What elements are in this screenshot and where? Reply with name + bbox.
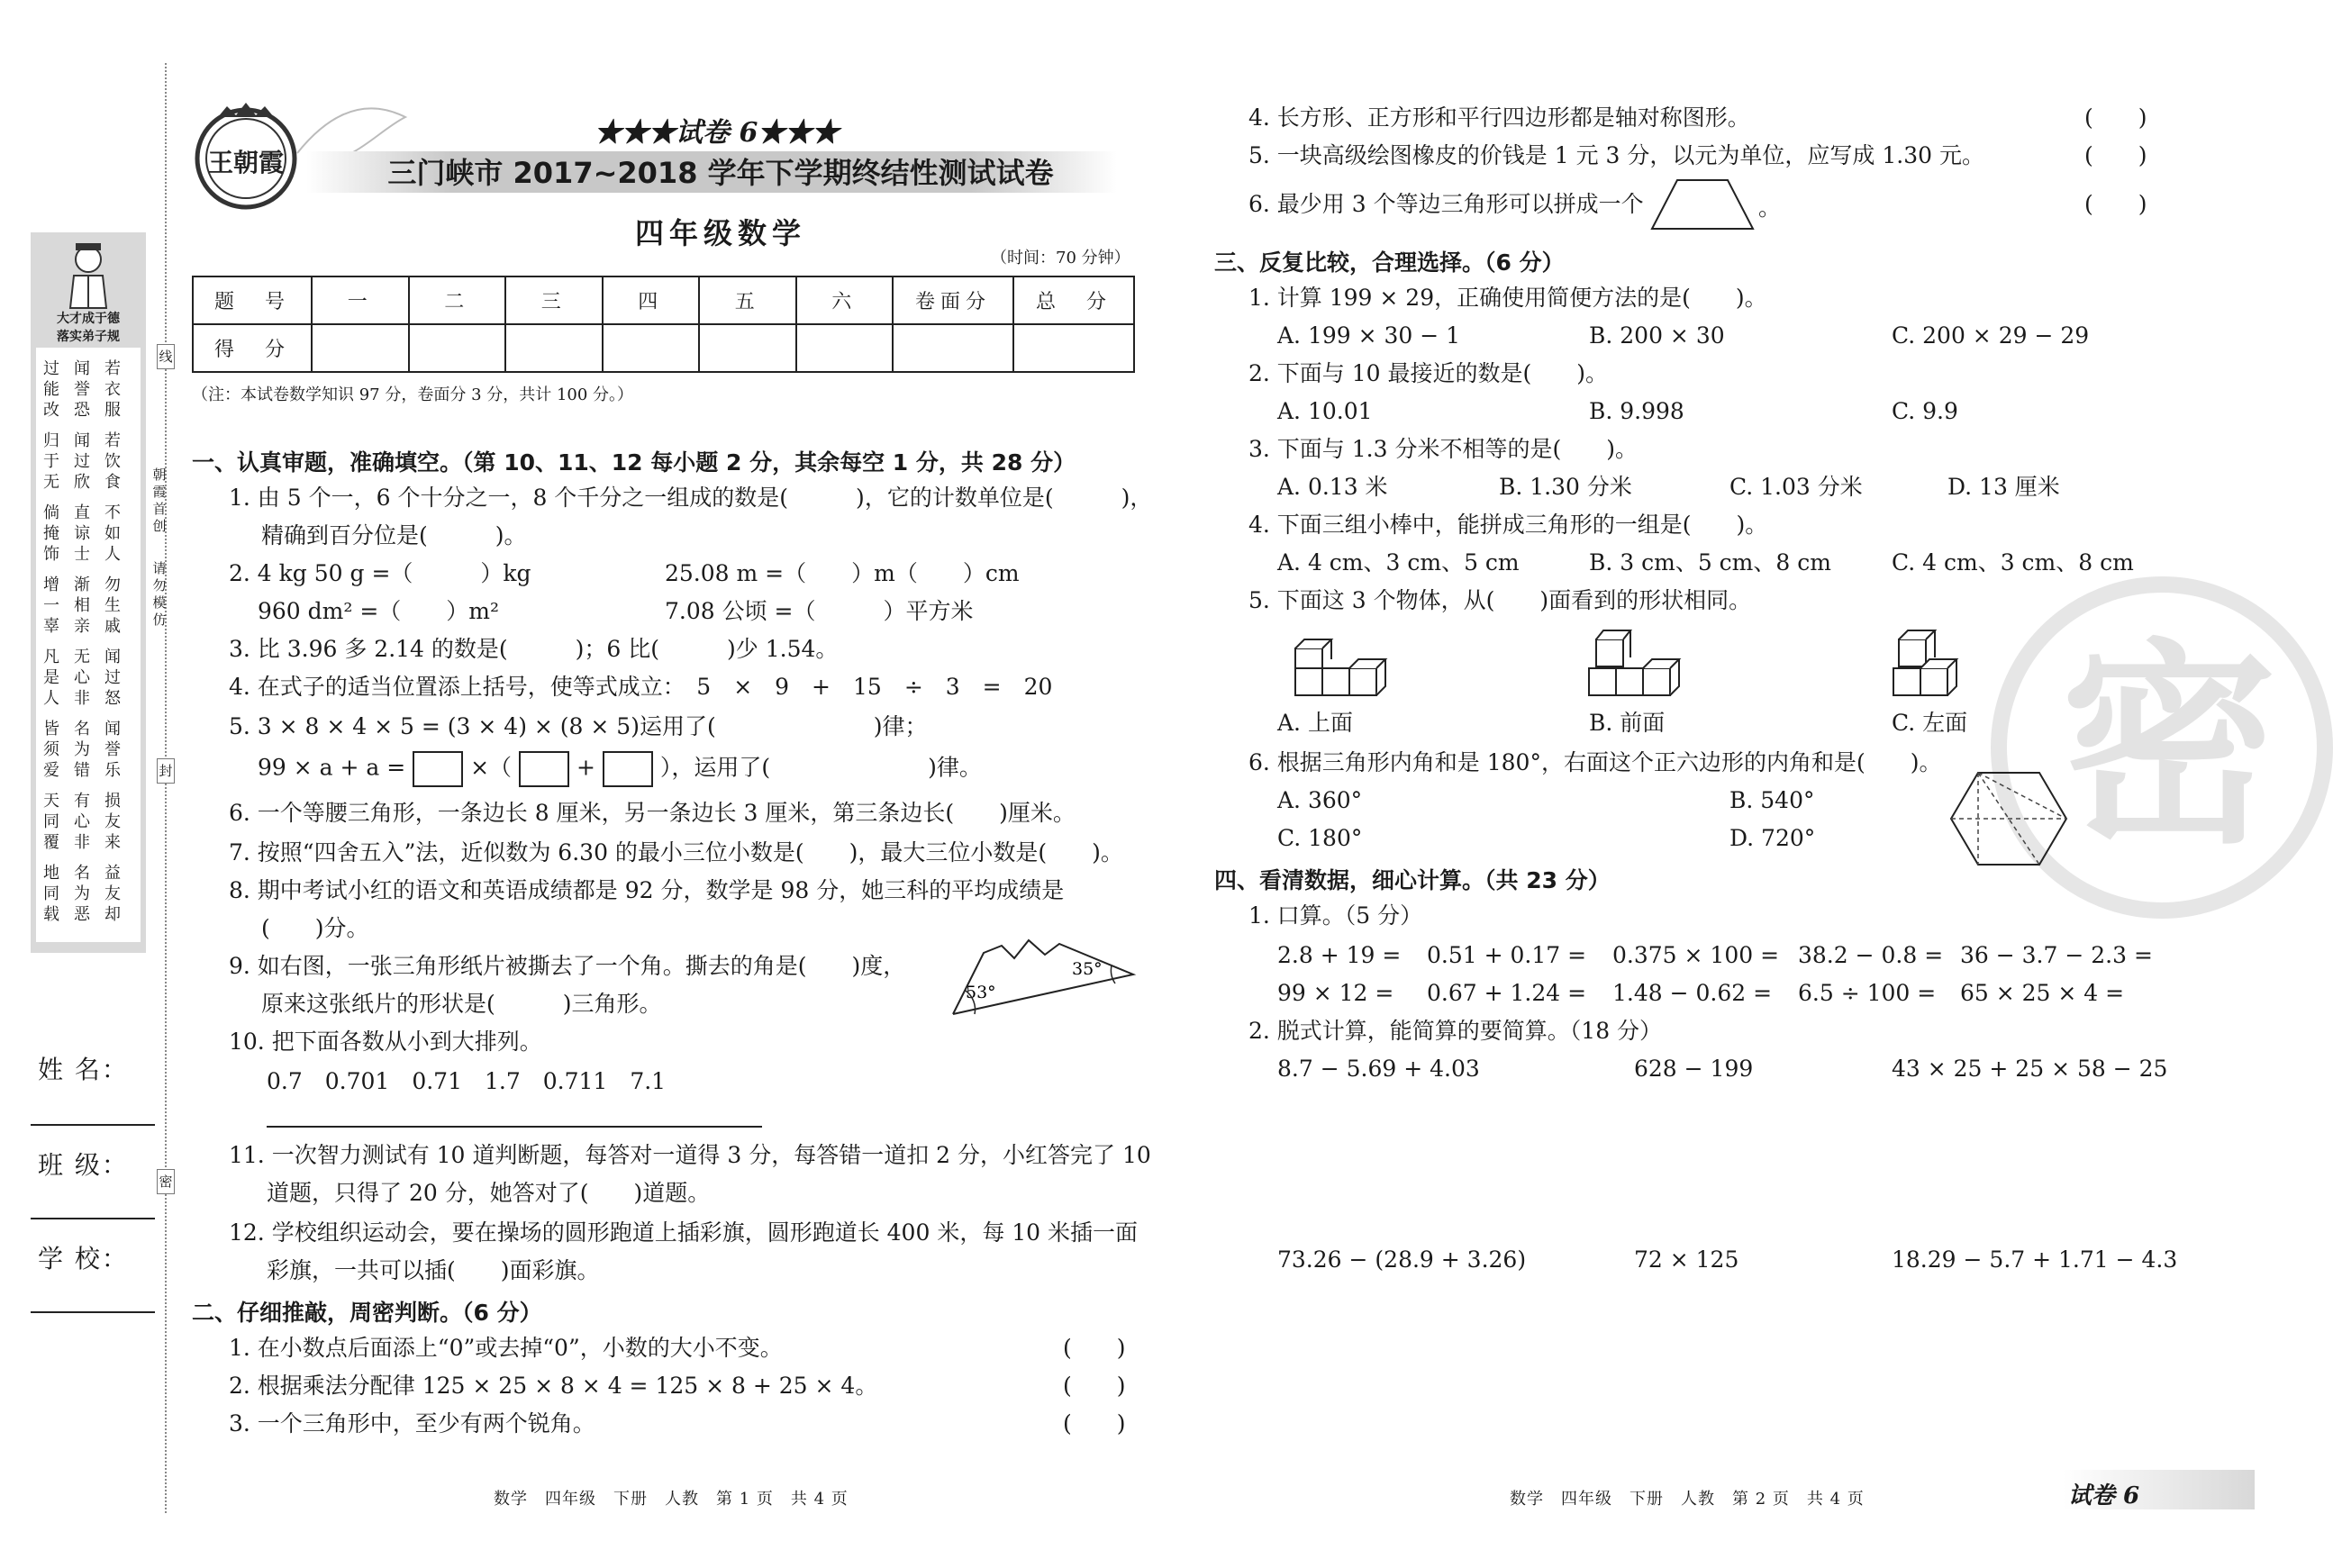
trapezoid-figure [1648, 177, 1757, 232]
choice-q6: 6. 根据三角形内角和是 180°，右面这个正六边形的内角和是( )。 [1248, 749, 1942, 775]
choice-q4: 4. 下面三组小棒中，能拼成三角形的一组是( )。 [1248, 512, 1768, 538]
score-row-label: 得 分 [193, 324, 312, 372]
section3-title: 三、反复比较，合理选择。（6 分） [1214, 249, 1565, 276]
score-cell[interactable] [893, 324, 1013, 372]
q5-a: 5. 3 × 8 × 4 × 5 = (3 × 4) × (8 × 5)运用了( )律； [229, 713, 928, 739]
oral-calc-2-5[interactable]: 65 × 25 × 4 = [1960, 980, 2125, 1006]
q5-answer-box-3[interactable] [603, 751, 653, 787]
section4-title: 四、看清数据，细心计算。（共 23 分） [1214, 867, 1611, 893]
judge-paren-3[interactable]: ( ) [1063, 1410, 1126, 1437]
choice-q2-option-a[interactable]: A. 10.01 [1277, 398, 1373, 424]
motto-column: 名 为 恶 [74, 864, 90, 924]
motto-column: 地 同 载 [43, 864, 59, 924]
q2-a: 2. 4 kg 50 g =（ ）kg [229, 560, 531, 586]
oral-calc-2-4[interactable]: 6.5 ÷ 100 = [1798, 980, 1937, 1006]
choice-q5: 5. 下面这 3 个物体，从( )面看到的形状相同。 [1248, 587, 1752, 613]
choice-q3-option-c[interactable]: C. 1.03 分米 [1729, 474, 1863, 500]
q11-b: 道题，只得了 20 分，她答对了( )道题。 [267, 1180, 711, 1206]
motto-column: 勿 生 戚 [104, 576, 121, 636]
choice-q4-option-b[interactable]: B. 3 cm、5 cm、8 cm [1589, 549, 1831, 576]
score-cell[interactable] [1013, 324, 1134, 372]
school-label: 学 校： [38, 1244, 129, 1273]
cube-figure-c [1892, 625, 1967, 697]
motto-column: 若 饮 食 [104, 431, 121, 492]
q5-b-plus: + [576, 754, 595, 781]
q4: 4. 在式子的适当位置添上括号，使等式成立： 5 × 9 + 15 ÷ 3 = 20 [229, 674, 1053, 700]
score-header-cell: 卷面分 [893, 276, 1013, 324]
motto-column: 倘 掩 饰 [43, 503, 59, 564]
q11-a: 11. 一次智力测试有 10 道判断题，每答对一道得 3 分，每答错一道扣 2 分，小红答完了 10 [229, 1142, 1151, 1168]
motto-head-1: 大才成于德 [57, 312, 120, 326]
score-cell[interactable] [505, 324, 603, 372]
choice-q6-option-c[interactable]: C. 180° [1277, 825, 1363, 851]
score-header-cell: 六 [796, 276, 894, 324]
motto-column: 损 友 来 [104, 792, 121, 852]
oral-calc-2-2[interactable]: 0.67 + 1.24 = [1427, 980, 1587, 1006]
judge-paren-2[interactable]: ( ) [1063, 1373, 1126, 1399]
q6: 6. 一个等腰三角形，一条边长 8 厘米，另一条边长 3 厘米，第三条边长( )厘米。 [229, 800, 1076, 826]
choice-q1-option-a[interactable]: A. 199 × 30 − 1 [1277, 322, 1461, 349]
q9-b: 原来这张纸片的形状是( )三角形。 [261, 991, 662, 1017]
seal-char-feng: 封 [157, 758, 175, 784]
q1-line-a: 1. 由 5 个一，6 个十分之一，8 个千分之一组成的数是( )，它的计数单位是( )， [229, 485, 1153, 511]
score-cell[interactable] [603, 324, 700, 372]
q5-answer-box-1[interactable] [413, 751, 463, 787]
score-header-cell: 三 [505, 276, 603, 324]
choice-q6-option-a[interactable]: A. 360° [1277, 787, 1363, 813]
motto-column: 闻 过 欣 [74, 431, 90, 492]
stepwise-calc-1[interactable]: 8.7 − 5.69 + 4.03 [1277, 1056, 1480, 1082]
judge-paren-6[interactable]: ( ) [2084, 191, 2147, 217]
choice-q2-option-b[interactable]: B. 9.998 [1589, 398, 1684, 424]
choice-q4-option-a[interactable]: A. 4 cm、3 cm、5 cm [1277, 549, 1520, 576]
subject-title: 四年级数学 [634, 216, 806, 250]
score-cell[interactable] [409, 324, 506, 372]
motto-column: 不 如 人 [104, 503, 121, 564]
motto-column: 名 为 错 [74, 720, 90, 780]
choice-q2-option-c[interactable]: C. 9.9 [1892, 398, 1958, 424]
stepwise-calc-2[interactable]: 628 − 199 [1634, 1056, 1754, 1082]
judge-item-5: 5. 一块高级绘图橡皮的价钱是 1 元 3 分，以元为单位，应写成 1.30 元。 [1248, 142, 1984, 168]
judge-item-2: 2. 根据乘法分配律 125 × 25 × 8 × 4 = 125 × 8 + 25 × 4。 [229, 1373, 878, 1399]
logo-seal-icon [191, 101, 301, 211]
footer-left: 数学 四年级 下册 人教 第 1 页 共 4 页 [494, 1490, 849, 1509]
judge-paren-5[interactable]: ( ) [2084, 142, 2147, 168]
q9-a: 9. 如右图，一张三角形纸片被撕去了一个角。撕去的角是( )度， [229, 953, 906, 979]
torn-triangle-figure [948, 928, 1139, 1018]
footer-right: 数学 四年级 下册 人教 第 2 页 共 4 页 [1510, 1490, 1865, 1509]
choice-q1: 1. 计算 199 × 29，正确使用简便方法的是( )。 [1248, 285, 1767, 311]
motto-column: 若 衣 服 [104, 359, 121, 420]
choice-q5-option-a[interactable]: A. 上面 [1277, 710, 1353, 736]
q12-a: 12. 学校组织运动会，要在操场的圆形跑道上插彩旗，圆形跑道长 400 米，每 10 米插一面 [229, 1219, 1139, 1246]
q10: 10. 把下面各数从小到大排列。 [229, 1029, 542, 1055]
class-line[interactable] [31, 1218, 155, 1219]
q5-b-end: ），运用了( )律。 [659, 754, 982, 781]
stepwise-calc-6[interactable]: 18.29 − 5.7 + 1.71 − 4.3 [1892, 1246, 2178, 1273]
score-header-cell: 四 [603, 276, 700, 324]
score-table [192, 276, 1135, 373]
score-header-cell: 二 [409, 276, 506, 324]
choice-q1-option-b[interactable]: B. 200 × 30 [1589, 322, 1725, 349]
judge-paren-4[interactable]: ( ) [2084, 104, 2147, 131]
vertical-note-1: 朝 霞 首 创 [152, 467, 167, 534]
motto-column: 过 能 改 [43, 359, 59, 420]
name-line[interactable] [31, 1124, 155, 1126]
q8-b: ( )分。 [261, 915, 369, 941]
motto-column: 凡 是 人 [43, 648, 59, 708]
cube-figure-a [1294, 625, 1389, 697]
hexagon-figure [1947, 769, 2070, 868]
choice-q3: 3. 下面与 1.3 分米不相等的是( )。 [1248, 436, 1638, 462]
main-title: 三门峡市 2017~2018 学年下学期终结性测试试卷 [387, 156, 1054, 190]
q3: 3. 比 3.96 多 2.14 的数是( )；6 比( )少 1.54。 [229, 636, 839, 662]
choice-q6-option-d[interactable]: D. 720° [1729, 825, 1816, 851]
seal-char-xian: 线 [157, 344, 175, 369]
q5-b [258, 751, 982, 787]
oral-calc-1-1[interactable]: 2.8 + 19 = [1277, 942, 1402, 968]
stepwise-calc-4[interactable]: 73.26 − (28.9 + 3.26) [1277, 1246, 1527, 1273]
judge-item-3: 3. 一个三角形中，至少有两个锐角。 [229, 1410, 595, 1437]
vertical-note-2: 请 勿 模 仿 [152, 560, 167, 628]
motto-column: 渐 相 亲 [74, 576, 90, 636]
q7: 7. 按照“四舍五入”法，近似数为 6.30 的最小三位小数是( )，最大三位小数是( )。 [229, 839, 1123, 866]
watermark-char: 密 [2061, 619, 2278, 873]
score-cell[interactable] [312, 324, 409, 372]
oral-calc-1-2[interactable]: 0.51 + 0.17 = [1427, 942, 1587, 968]
class-label: 班 级： [38, 1150, 129, 1180]
q2-d: 7.08 公顷 =（ ）平方米 [665, 598, 974, 624]
stepwise-calc-title: 2. 脱式计算，能简算的要简算。（18 分） [1248, 1018, 1663, 1044]
cube-figure-b [1587, 625, 1688, 697]
choice-q3-option-a[interactable]: A. 0.13 米 [1277, 474, 1388, 500]
choice-q3-option-d[interactable]: D. 13 厘米 [1947, 474, 2060, 500]
choice-q3-option-b[interactable]: B. 1.30 分米 [1499, 474, 1632, 500]
section2-title: 二、仔细推敲，周密判断。（6 分） [192, 1300, 542, 1326]
judge-paren-1[interactable]: ( ) [1063, 1335, 1126, 1361]
judge-item-1: 1. 在小数点后面添上“0”或去掉“0”，小数的大小不变。 [229, 1335, 783, 1361]
oral-calc-2-1[interactable]: 99 × 12 = [1277, 980, 1394, 1006]
stepwise-calc-3[interactable]: 43 × 25 + 25 × 58 − 25 [1892, 1056, 2168, 1082]
motto-column: 归 于 无 [43, 431, 59, 492]
motto-column: 闻 誉 恐 [74, 359, 90, 420]
name-label: 姓 名： [38, 1055, 129, 1084]
choice-q2: 2. 下面与 10 最接近的数是( )。 [1248, 360, 1609, 386]
seal-char-mi: 密 [157, 1169, 175, 1194]
score-cell[interactable] [699, 324, 796, 372]
motto-column: 闻 誉 乐 [104, 720, 121, 780]
score-table-header-row [193, 276, 1134, 324]
q8-a: 8. 期中考试小红的语文和英语成绩都是 92 分，数学是 98 分，她三科的平均成绩是 [229, 877, 1065, 903]
motto-column: 直 谅 士 [74, 503, 90, 564]
binding-dotted-line [165, 63, 167, 1513]
oral-calc-1-3[interactable]: 0.375 × 100 = [1612, 942, 1780, 968]
q5-b-times: ×（ [470, 754, 513, 781]
score-header-cell: 五 [699, 276, 796, 324]
logo-text: 王朝霞 [207, 148, 285, 177]
paper-label: ★★★试卷 6★★★ [595, 117, 840, 149]
oral-calc-1-4[interactable]: 38.2 − 0.8 = [1798, 942, 1944, 968]
oral-calc-2-3[interactable]: 1.48 − 0.62 = [1612, 980, 1773, 1006]
time-limit: （时间：70 分钟） [991, 249, 1130, 267]
angle-53-label: 53° [966, 983, 996, 1002]
judge-item-4: 4. 长方形、正方形和平行四边形都是轴对称图形。 [1248, 104, 1750, 131]
q2-b: 25.08 m =（ ）m（ ）cm [665, 560, 1020, 586]
motto-column: 益 友 却 [104, 864, 121, 924]
motto-column: 闻 过 怒 [104, 648, 121, 708]
oral-calc-title: 1. 口算。（5 分） [1248, 902, 1423, 929]
choice-q4-option-c[interactable]: C. 4 cm、3 cm、8 cm [1892, 549, 2134, 576]
judge-item-6-end: 。 [1758, 195, 1782, 221]
score-header-cell: 总 分 [1013, 276, 1134, 324]
motto-column: 有 心 非 [74, 792, 90, 852]
q2-c: 960 dm² =（ ）m² [258, 598, 500, 624]
score-header-cell: 题 号 [193, 276, 312, 324]
q10-answer-line[interactable] [267, 1126, 762, 1128]
score-cell[interactable] [796, 324, 894, 372]
section1-title: 一、认真审题，准确填空。（第 10、11、12 每小题 2 分，其余每空 1 分，共 28 分） [192, 449, 1076, 476]
score-note: （注：本试卷数学知识 97 分，卷面分 3 分，共计 100 分。） [192, 385, 634, 404]
paper-corner-label: 试卷 6 [2068, 1482, 2140, 1509]
scholar-icon [61, 240, 115, 310]
score-header-cell: 一 [312, 276, 409, 324]
motto-column: 皆 须 爱 [43, 720, 59, 780]
choice-q5-option-b[interactable]: B. 前面 [1589, 710, 1666, 736]
stepwise-calc-5[interactable]: 72 × 125 [1634, 1246, 1739, 1273]
choice-q1-option-c[interactable]: C. 200 × 29 − 29 [1892, 322, 2090, 349]
q12-b: 彩旗，一共可以插( )面彩旗。 [267, 1257, 600, 1283]
judge-item-6: 6. 最少用 3 个等边三角形可以拼成一个 [1248, 191, 1644, 217]
motto-column: 天 同 覆 [43, 792, 59, 852]
q5-b-start: 99 × a + a = [258, 754, 406, 781]
choice-q6-option-b[interactable]: B. 540° [1729, 787, 1815, 813]
q5-answer-box-2[interactable] [519, 751, 569, 787]
motto-column: 增 一 辜 [43, 576, 59, 636]
oral-calc-1-5[interactable]: 36 − 3.7 − 2.3 = [1960, 942, 2153, 968]
angle-35-label: 35° [1072, 959, 1103, 979]
motto-head-2: 落实弟子规 [57, 330, 120, 344]
q10-numbers: 0.7 0.701 0.71 1.7 0.711 7.1 [267, 1068, 667, 1094]
choice-q5-option-c[interactable]: C. 左面 [1892, 710, 1968, 736]
school-line[interactable] [31, 1311, 155, 1313]
score-table-score-row [193, 324, 1134, 372]
q1-line-b: 精确到百分位是( )。 [261, 522, 527, 548]
motto-column: 无 心 非 [74, 648, 90, 708]
